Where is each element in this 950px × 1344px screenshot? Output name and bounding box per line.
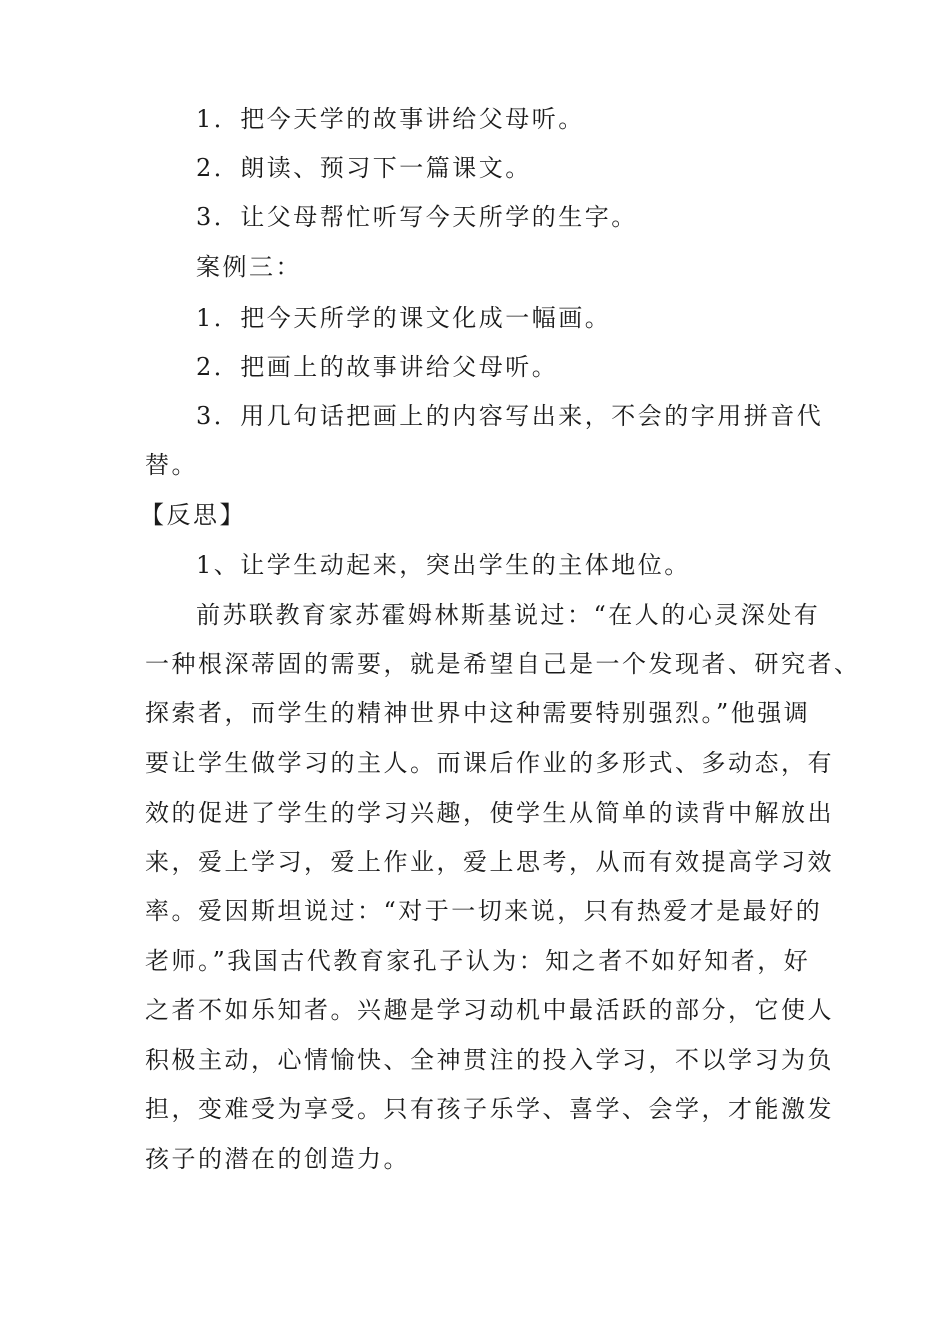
reflection-paragraph-line: 率。爱因斯坦说过：“对于一切来说，只有热爱才是最好的 [145,897,823,925]
reflection-paragraph-line: 来，爱上学习，爱上作业，爱上思考，从而有效提高学习效 [145,848,834,876]
reflection-paragraph-line: 孩子的潜在的创造力。 [145,1145,410,1173]
homework-item-3: 3．让父母帮忙听写今天所学的生字。 [196,203,638,231]
homework-item-1: 1．把今天学的故事讲给父母听。 [196,105,585,133]
homework-item-2: 2．朗读、预习下一篇课文。 [196,154,532,182]
reflection-paragraph-line: 探索者，而学生的精神世界中这种需要特别强烈。”他强调 [145,699,811,727]
reflection-point-1: 1、让学生动起来，突出学生的主体地位。 [196,551,691,579]
reflection-heading: 【反思】 [140,501,246,529]
reflection-paragraph-line: 要让学生做学习的主人。而课后作业的多形式、多动态，有 [145,749,834,777]
reflection-paragraph-line: 前苏联教育家苏霍姆林斯基说过：“在人的心灵深处有 [196,601,821,629]
reflection-paragraph-line: 效的促进了学生的学习兴趣，使学生从简单的读背中解放出 [145,799,834,827]
case-three-item-3-line-2: 替。 [145,451,198,479]
reflection-paragraph-line: 担，变难受为享受。只有孩子乐学、喜学、会学，才能激发 [145,1095,834,1123]
case-three-item-3-line-1: 3．用几句话把画上的内容写出来，不会的字用拼音代 [196,402,824,430]
reflection-paragraph-line: 一种根深蒂固的需要，就是希望自己是一个发现者、研究者、 [145,650,861,678]
case-three-item-1: 1．把今天所学的课文化成一幅画。 [196,304,612,332]
case-three-item-2: 2．把画上的故事讲给父母听。 [196,353,559,381]
reflection-paragraph-line: 积极主动，心情愉快、全神贯注的投入学习，不以学习为负 [145,1046,834,1074]
reflection-paragraph-line: 老师。”我国古代教育家孔子认为：知之者不如好知者，好 [145,947,811,975]
case-three-heading: 案例三： [196,253,302,281]
reflection-paragraph-line: 之者不如乐知者。兴趣是学习动机中最活跃的部分，它使人 [145,996,834,1024]
